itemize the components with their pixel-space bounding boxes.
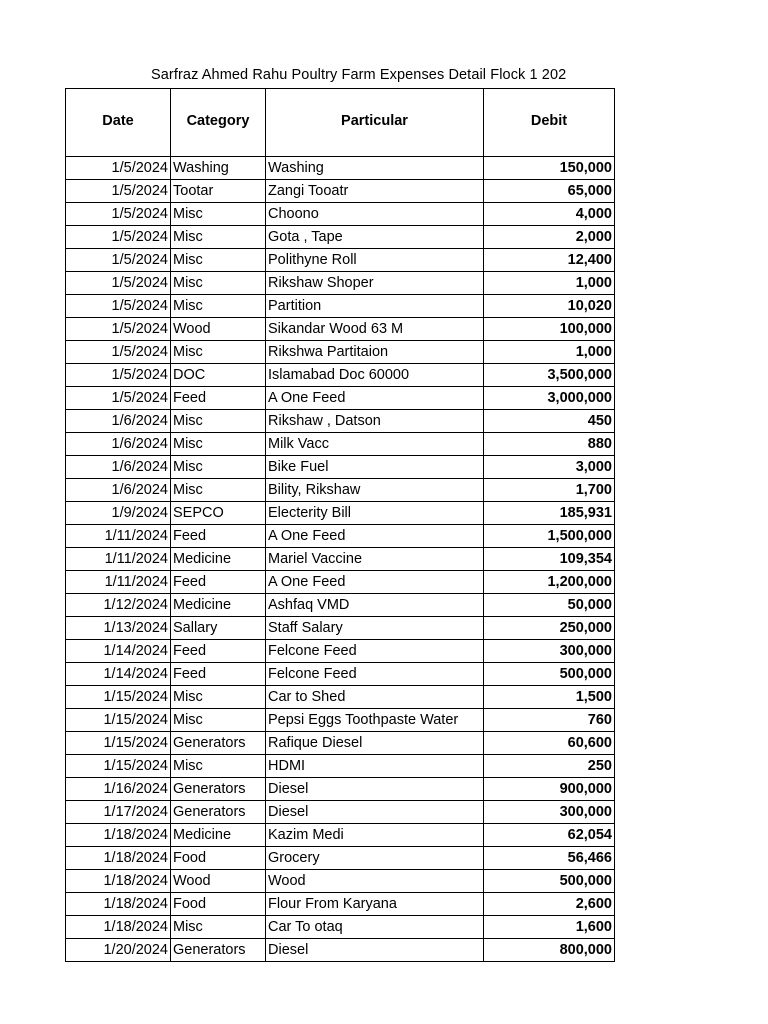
expenses-table — [65, 88, 615, 962]
category-cell: Tootar — [171, 180, 266, 203]
date-cell: 1/12/2024 — [66, 594, 171, 617]
category-cell: Misc — [171, 686, 266, 709]
category-cell: Feed — [171, 640, 266, 663]
particular-cell: Wood — [266, 870, 484, 893]
category-cell: Misc — [171, 479, 266, 502]
particular-cell: A One Feed — [266, 387, 484, 410]
category-cell: Misc — [171, 410, 266, 433]
category-cell: Misc — [171, 456, 266, 479]
category-cell: Misc — [171, 709, 266, 732]
table-row — [66, 640, 615, 663]
date-cell: 1/18/2024 — [66, 824, 171, 847]
table-row — [66, 525, 615, 548]
table-row — [66, 249, 615, 272]
date-cell: 1/9/2024 — [66, 502, 171, 525]
table-row — [66, 709, 615, 732]
table-row — [66, 387, 615, 410]
category-cell: Misc — [171, 203, 266, 226]
debit-cell: 1,000 — [484, 272, 615, 295]
date-cell: 1/5/2024 — [66, 341, 171, 364]
debit-cell: 500,000 — [484, 870, 615, 893]
particular-cell: Bility, Rikshaw — [266, 479, 484, 502]
table-row — [66, 203, 615, 226]
table-row — [66, 341, 615, 364]
category-cell: Medicine — [171, 548, 266, 571]
date-cell: 1/11/2024 — [66, 571, 171, 594]
header-row — [66, 89, 615, 157]
date-cell: 1/5/2024 — [66, 226, 171, 249]
particular-cell: Sikandar Wood 63 M — [266, 318, 484, 341]
category-cell: Food — [171, 847, 266, 870]
table-row — [66, 939, 615, 962]
particular-cell: Zangi Tooatr — [266, 180, 484, 203]
sheet-title: Sarfraz Ahmed Rahu Poultry Farm Expenses Detail Flock 1 202 — [151, 67, 567, 83]
particular-cell: Flour From Karyana — [266, 893, 484, 916]
date-cell: 1/13/2024 — [66, 617, 171, 640]
table-row — [66, 571, 615, 594]
table-row — [66, 318, 615, 341]
particular-cell: Car To otaq — [266, 916, 484, 939]
debit-cell: 300,000 — [484, 640, 615, 663]
category-cell: Feed — [171, 571, 266, 594]
debit-cell: 3,000 — [484, 456, 615, 479]
category-cell: Misc — [171, 341, 266, 364]
date-cell: 1/5/2024 — [66, 364, 171, 387]
particular-cell: Partition — [266, 295, 484, 318]
table-row — [66, 157, 615, 180]
date-cell: 1/18/2024 — [66, 847, 171, 870]
particular-cell: HDMI — [266, 755, 484, 778]
table-row — [66, 778, 615, 801]
table-row — [66, 686, 615, 709]
table-row — [66, 180, 615, 203]
particular-cell: Washing — [266, 157, 484, 180]
date-cell: 1/5/2024 — [66, 180, 171, 203]
header-category: Category — [171, 89, 266, 157]
table-row — [66, 732, 615, 755]
table-row — [66, 870, 615, 893]
category-cell: Feed — [171, 663, 266, 686]
date-cell: 1/14/2024 — [66, 663, 171, 686]
date-cell: 1/5/2024 — [66, 157, 171, 180]
date-cell: 1/5/2024 — [66, 272, 171, 295]
debit-cell: 65,000 — [484, 180, 615, 203]
date-cell: 1/15/2024 — [66, 709, 171, 732]
table-row — [66, 617, 615, 640]
date-cell: 1/15/2024 — [66, 755, 171, 778]
debit-cell: 185,931 — [484, 502, 615, 525]
particular-cell: Rikshaw Shoper — [266, 272, 484, 295]
debit-cell: 56,466 — [484, 847, 615, 870]
debit-cell: 450 — [484, 410, 615, 433]
category-cell: DOC — [171, 364, 266, 387]
debit-cell: 880 — [484, 433, 615, 456]
debit-cell: 3,000,000 — [484, 387, 615, 410]
particular-cell: Staff Salary — [266, 617, 484, 640]
date-cell: 1/5/2024 — [66, 249, 171, 272]
table-row — [66, 893, 615, 916]
debit-cell: 800,000 — [484, 939, 615, 962]
category-cell: Misc — [171, 433, 266, 456]
debit-cell: 50,000 — [484, 594, 615, 617]
debit-cell: 2,600 — [484, 893, 615, 916]
debit-cell: 4,000 — [484, 203, 615, 226]
debit-cell: 109,354 — [484, 548, 615, 571]
table-row — [66, 433, 615, 456]
date-cell: 1/5/2024 — [66, 203, 171, 226]
date-cell: 1/20/2024 — [66, 939, 171, 962]
category-cell: Washing — [171, 157, 266, 180]
table-row — [66, 847, 615, 870]
category-cell: Wood — [171, 318, 266, 341]
table-row — [66, 502, 615, 525]
particular-cell: Islamabad Doc 60000 — [266, 364, 484, 387]
category-cell: Medicine — [171, 824, 266, 847]
table-row — [66, 272, 615, 295]
particular-cell: Mariel Vaccine — [266, 548, 484, 571]
date-cell: 1/5/2024 — [66, 295, 171, 318]
category-cell: Misc — [171, 272, 266, 295]
table-row — [66, 755, 615, 778]
category-cell: Sallary — [171, 617, 266, 640]
debit-cell: 900,000 — [484, 778, 615, 801]
table-row — [66, 548, 615, 571]
debit-cell: 1,000 — [484, 341, 615, 364]
table-header — [66, 89, 615, 157]
category-cell: Food — [171, 893, 266, 916]
debit-cell: 1,600 — [484, 916, 615, 939]
table-row — [66, 456, 615, 479]
date-cell: 1/5/2024 — [66, 318, 171, 341]
date-cell: 1/6/2024 — [66, 433, 171, 456]
category-cell: Misc — [171, 295, 266, 318]
table-row — [66, 226, 615, 249]
debit-cell: 3,500,000 — [484, 364, 615, 387]
debit-cell: 760 — [484, 709, 615, 732]
table-row — [66, 410, 615, 433]
table-row — [66, 824, 615, 847]
category-cell: Generators — [171, 732, 266, 755]
debit-cell: 250,000 — [484, 617, 615, 640]
debit-cell: 500,000 — [484, 663, 615, 686]
debit-cell: 1,200,000 — [484, 571, 615, 594]
category-cell: Misc — [171, 249, 266, 272]
date-cell: 1/6/2024 — [66, 410, 171, 433]
debit-cell: 62,054 — [484, 824, 615, 847]
particular-cell: Diesel — [266, 939, 484, 962]
debit-cell: 1,500,000 — [484, 525, 615, 548]
date-cell: 1/18/2024 — [66, 870, 171, 893]
particular-cell: Car to Shed — [266, 686, 484, 709]
category-cell: Misc — [171, 226, 266, 249]
header-debit: Debit — [484, 89, 615, 157]
debit-cell: 2,000 — [484, 226, 615, 249]
header-date: Date — [66, 89, 171, 157]
date-cell: 1/18/2024 — [66, 893, 171, 916]
particular-cell: Electerity Bill — [266, 502, 484, 525]
particular-cell: Kazim Medi — [266, 824, 484, 847]
table-body — [66, 157, 615, 962]
particular-cell: Felcone Feed — [266, 640, 484, 663]
date-cell: 1/17/2024 — [66, 801, 171, 824]
particular-cell: Pepsi Eggs Toothpaste Water — [266, 709, 484, 732]
particular-cell: Choono — [266, 203, 484, 226]
particular-cell: Rikshaw , Datson — [266, 410, 484, 433]
date-cell: 1/6/2024 — [66, 479, 171, 502]
debit-cell: 250 — [484, 755, 615, 778]
date-cell: 1/14/2024 — [66, 640, 171, 663]
category-cell: Misc — [171, 755, 266, 778]
particular-cell: Ashfaq VMD — [266, 594, 484, 617]
debit-cell: 100,000 — [484, 318, 615, 341]
particular-cell: Diesel — [266, 801, 484, 824]
debit-cell: 60,600 — [484, 732, 615, 755]
particular-cell: A One Feed — [266, 525, 484, 548]
date-cell: 1/11/2024 — [66, 525, 171, 548]
particular-cell: A One Feed — [266, 571, 484, 594]
particular-cell: Rafique Diesel — [266, 732, 484, 755]
debit-cell: 1,700 — [484, 479, 615, 502]
date-cell: 1/11/2024 — [66, 548, 171, 571]
table-row — [66, 594, 615, 617]
category-cell: Feed — [171, 525, 266, 548]
table-row — [66, 663, 615, 686]
debit-cell: 12,400 — [484, 249, 615, 272]
date-cell: 1/18/2024 — [66, 916, 171, 939]
category-cell: Generators — [171, 778, 266, 801]
table-row — [66, 801, 615, 824]
debit-cell: 300,000 — [484, 801, 615, 824]
debit-cell: 10,020 — [484, 295, 615, 318]
header-particular: Particular — [266, 89, 484, 157]
particular-cell: Felcone Feed — [266, 663, 484, 686]
date-cell: 1/15/2024 — [66, 732, 171, 755]
table-row — [66, 479, 615, 502]
particular-cell: Grocery — [266, 847, 484, 870]
date-cell: 1/6/2024 — [66, 456, 171, 479]
category-cell: Wood — [171, 870, 266, 893]
category-cell: Generators — [171, 801, 266, 824]
date-cell: 1/16/2024 — [66, 778, 171, 801]
particular-cell: Bike Fuel — [266, 456, 484, 479]
category-cell: Misc — [171, 916, 266, 939]
debit-cell: 1,500 — [484, 686, 615, 709]
particular-cell: Milk Vacc — [266, 433, 484, 456]
table-row — [66, 364, 615, 387]
particular-cell: Rikshwa Partitaion — [266, 341, 484, 364]
date-cell: 1/15/2024 — [66, 686, 171, 709]
category-cell: Generators — [171, 939, 266, 962]
table-row — [66, 916, 615, 939]
category-cell: Feed — [171, 387, 266, 410]
date-cell: 1/5/2024 — [66, 387, 171, 410]
particular-cell: Gota , Tape — [266, 226, 484, 249]
particular-cell: Polithyne Roll — [266, 249, 484, 272]
particular-cell: Diesel — [266, 778, 484, 801]
category-cell: SEPCO — [171, 502, 266, 525]
category-cell: Medicine — [171, 594, 266, 617]
table-row — [66, 295, 615, 318]
debit-cell: 150,000 — [484, 157, 615, 180]
